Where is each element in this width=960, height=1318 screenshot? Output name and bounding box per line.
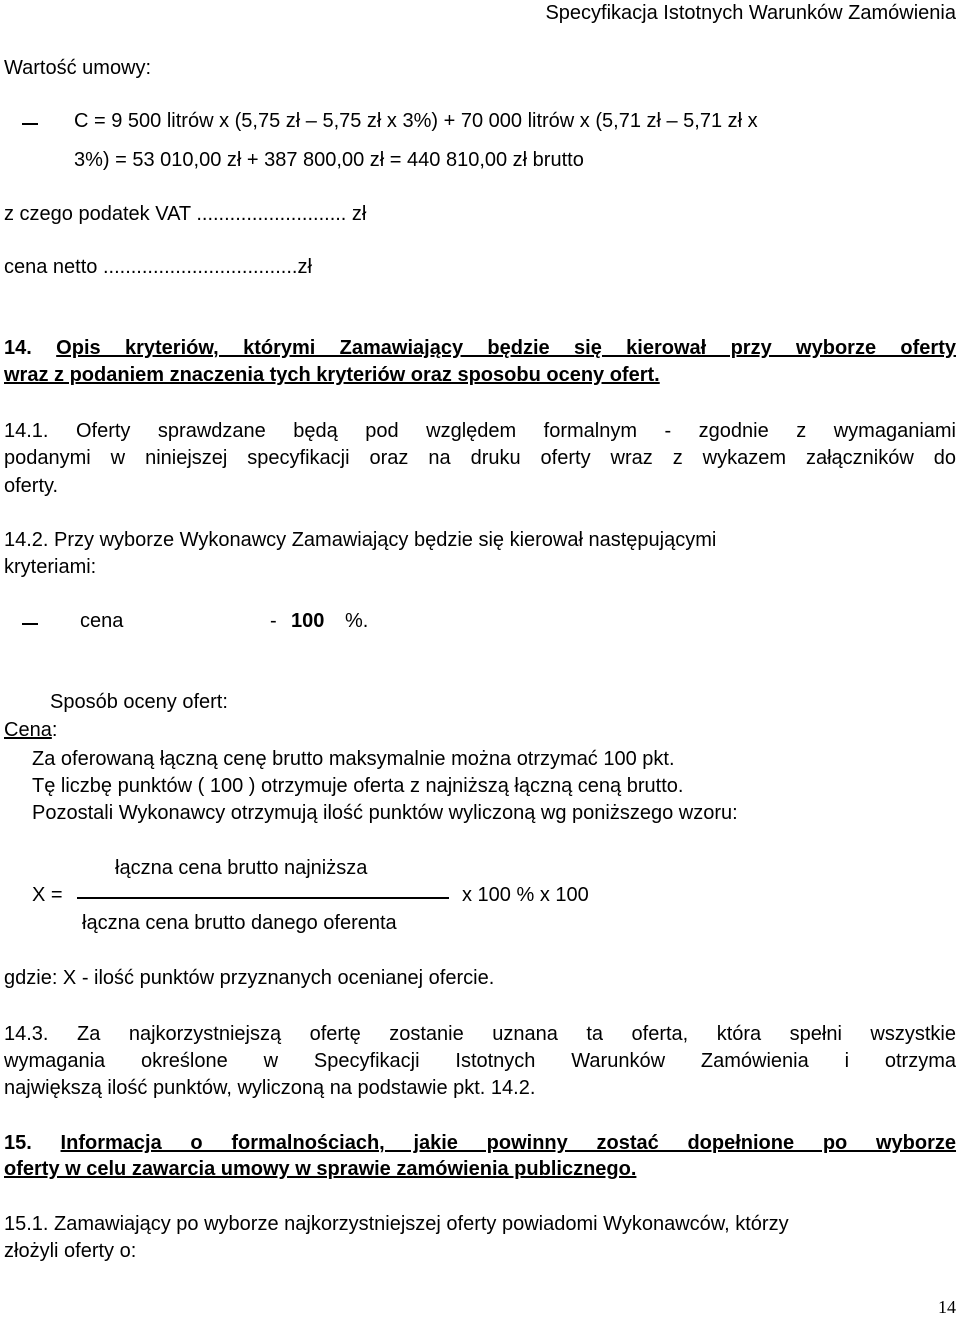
price-rule-line-3: Pozostali Wykonawcy otrzymują ilość punktów wyliczoną wg poniższego wzoru:	[32, 802, 738, 824]
criterion-separator: -	[270, 610, 277, 632]
contract-value-label: Wartość umowy:	[4, 57, 152, 79]
formula-fraction-bar	[77, 897, 449, 899]
paragraph-14-3-line-3: największą ilość punktów, wyliczoną na podstawie pkt. 14.2.	[4, 1077, 536, 1099]
criterion-value: 100	[291, 610, 325, 632]
section-15-title-line-1	[4, 1130, 956, 1157]
price-rule-line-2: Tę liczbę punktów ( 100 ) otrzymuje oferta z najniższą łączną ceną brutto.	[32, 775, 684, 797]
page-number: 14	[938, 1297, 956, 1317]
paragraph-14-1-line-2: podanymi w niniejszej specyfikacji oraz na druku oferty wraz z wykazem załączników do	[4, 447, 956, 469]
price-rule-line-1: Za oferowaną łączną cenę brutto maksymalnie można otrzymać 100 pkt.	[32, 748, 675, 770]
bullet-dash	[22, 123, 38, 125]
formula-where-line: gdzie: X - ilość punktów przyznanych ocenianej ofercie.	[4, 967, 495, 989]
formula-line-2: 3%) = 53 010,00 zł + 387 800,00 zł = 440 810,00 zł brutto	[74, 149, 584, 171]
paragraph-14-2-line-2: kryteriami:	[4, 556, 97, 578]
bullet-dash	[22, 623, 38, 625]
price-label-line	[4, 719, 57, 742]
formula-numerator: łączna cena brutto najniższa	[115, 857, 368, 879]
formula-denominator: łączna cena brutto danego oferenta	[82, 912, 397, 934]
price-label: Cena	[4, 719, 52, 741]
section-14-title-line-2: wraz z podaniem znaczenia tych kryteriów oraz sposobu oceny ofert.	[4, 364, 660, 386]
section-14-title-text: Opis kryteriów, którymi Zamawiający będzie się kierował przy wyborze oferty	[56, 337, 956, 359]
criterion-name: cena	[80, 610, 124, 632]
criterion-unit: %.	[345, 610, 369, 632]
paragraph-14-2-line-1: 14.2. Przy wyborze Wykonawcy Zamawiający będzie się kierował następującymi	[4, 529, 717, 551]
paragraph-14-3-line-2: wymagania określone w Specyfikacji Istotnych Warunków Zamówienia i otrzyma	[4, 1050, 956, 1072]
paragraph-15-1-line-1: 15.1. Zamawiający po wyborze najkorzystniejszej oferty powiadomi Wykonawców, którzy	[4, 1213, 789, 1235]
formula-line-1: C = 9 500 litrów x (5,75 zł – 5,75 zł x 3%) + 70 000 litrów x (5,71 zł – 5,71 zł x	[74, 110, 758, 132]
formula-multiplier: x 100 % x 100	[462, 884, 589, 906]
evaluation-method-title: Sposób oceny ofert:	[50, 691, 228, 713]
section-14-title-line-1	[4, 335, 956, 362]
section-15-title-text: Informacja o formalnościach, jakie powinny zostać dopełnione po wyborze	[60, 1132, 957, 1154]
section-15-number: 15.	[4, 1132, 32, 1154]
section-14-number: 14.	[4, 337, 32, 359]
net-price-line: cena netto ...................................zł	[4, 256, 312, 278]
price-label-colon: :	[51, 719, 58, 741]
paragraph-15-1-line-2: złożyli oferty o:	[4, 1240, 137, 1262]
paragraph-14-1-line-1: 14.1. Oferty sprawdzane będą pod względem formalnym - zgodnie z wymaganiami	[4, 420, 956, 442]
page-header-title: Specyfikacja Istotnych Warunków Zamówienia	[545, 2, 956, 24]
section-15-title-line-2: oferty w celu zawarcia umowy w sprawie zamówienia publicznego.	[4, 1158, 637, 1180]
vat-line: z czego podatek VAT ........................... zł	[4, 203, 367, 225]
formula-lhs: X =	[32, 884, 63, 906]
paragraph-14-1-line-3: oferty.	[4, 475, 59, 497]
paragraph-14-3-line-1: 14.3. Za najkorzystniejszą ofertę zostanie uznana ta oferta, która spełni wszystkie	[4, 1023, 956, 1045]
